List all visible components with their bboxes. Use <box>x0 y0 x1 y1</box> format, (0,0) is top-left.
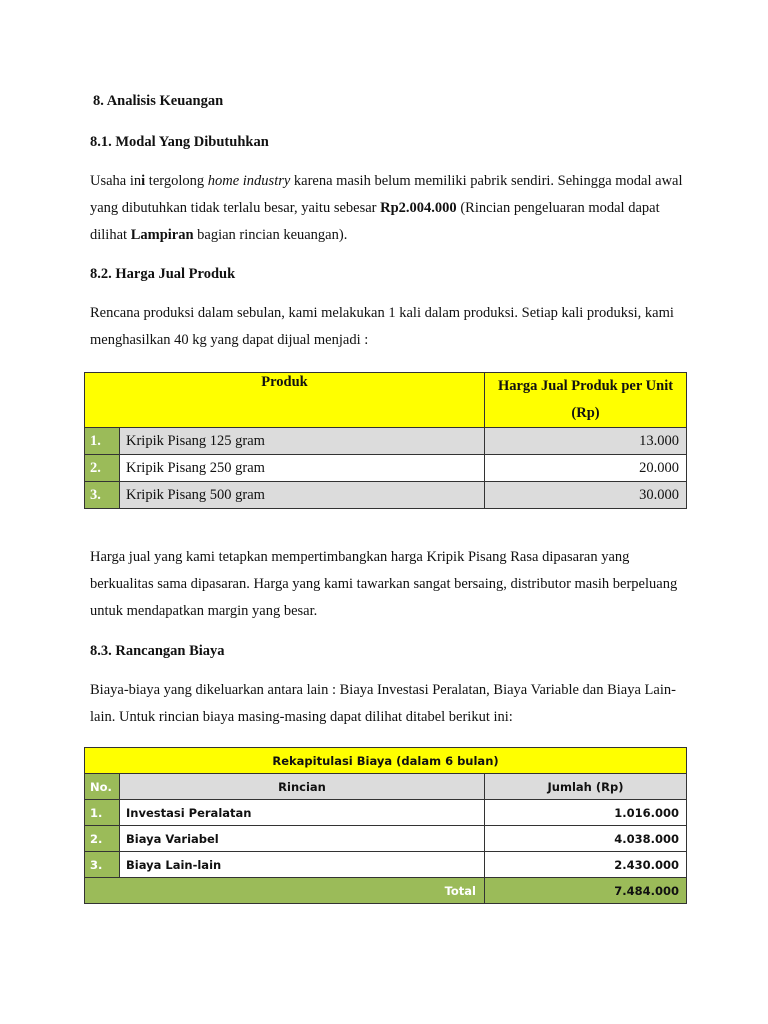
table-row <box>85 428 687 455</box>
cost-name: Investasi Peralatan <box>120 800 485 826</box>
table-row <box>85 455 687 482</box>
table-row <box>85 482 687 509</box>
product-name: Kripik Pisang 250 gram <box>120 455 485 482</box>
product-price: 30.000 <box>485 482 687 509</box>
product-name: Kripik Pisang 125 gram <box>120 428 485 455</box>
modal-text-1: Usaha in <box>90 173 142 189</box>
cost-table <box>84 747 687 904</box>
product-name: Kripik Pisang 500 gram <box>120 482 485 509</box>
modal-text-5: (Rincian pengeluaran modal dapat dilihat <box>90 200 660 243</box>
cost-total-label: Total <box>85 878 485 904</box>
cost-amount: 2.430.000 <box>485 852 687 878</box>
cost-header-jumlah: Jumlah (Rp) <box>485 774 687 800</box>
harga-intro: Rencana produksi dalam sebulan, kami melakukan 1 kali dalam produksi. Setiap kali produksi, kami menghasilkan 40 kg yang dapat dijual menjadi : <box>90 305 674 348</box>
harga-after: Harga jual yang kami tetapkan mempertimbangkan harga Kripik Pisang Rasa dipasaran yang berkualitas sama dipasaran. Harga yang kami tawarkan sangat bersaing, distributor masih berpeluang untuk mendapatkan margin yang besar. <box>90 549 678 619</box>
harga-heading: 8.2. Harga Jual Produk <box>90 266 236 282</box>
table-row <box>85 800 687 826</box>
cost-header-no: No. <box>85 774 120 800</box>
cost-table-title: Rekapitulasi Biaya (dalam 6 bulan) <box>85 748 687 774</box>
product-price: 20.000 <box>485 455 687 482</box>
row-number: 1. <box>85 428 120 455</box>
modal-text-4: karena masih belum memiliki pabrik sendiri. Sehingga modal awal yang dibutuhkan tidak terlalu besar, yaitu sebesar <box>90 173 683 216</box>
biaya-heading: 8.3. Rancangan Biaya <box>90 643 225 659</box>
row-number: 2. <box>85 455 120 482</box>
product-price: 13.000 <box>485 428 687 455</box>
price-table <box>84 372 687 509</box>
biaya-intro: Biaya-biaya yang dikeluarkan antara lain : Biaya Investasi Peralatan, Biaya Variable dan Biaya Lain-lain. Untuk rincian biaya masing-masing dapat dilihat ditabel berikut ini: <box>90 682 676 725</box>
modal-lampiran: Lampiran <box>130 227 194 243</box>
cost-amount: 1.016.000 <box>485 800 687 826</box>
cost-amount: 4.038.000 <box>485 826 687 852</box>
row-number: 3. <box>85 482 120 509</box>
price-table-header-price: Harga Jual Produk per Unit (Rp) <box>485 373 687 428</box>
cost-name: Biaya Variabel <box>120 826 485 852</box>
section-title: 8. Analisis Keuangan <box>93 93 224 109</box>
modal-text-italic: home industry <box>207 173 291 189</box>
modal-text-2: tergolong <box>145 173 208 189</box>
cost-name: Biaya Lain-lain <box>120 852 485 878</box>
price-table-header-product: Produk <box>85 373 485 428</box>
row-number: 2. <box>85 826 120 852</box>
modal-heading: 8.1. Modal Yang Dibutuhkan <box>90 134 269 150</box>
modal-amount: Rp2.004.000 <box>380 200 457 216</box>
modal-paragraph <box>90 168 690 249</box>
row-number: 3. <box>85 852 120 878</box>
modal-text-bold-i: i <box>141 173 146 189</box>
table-row <box>85 852 687 878</box>
cost-header-rincian: Rincian <box>120 774 485 800</box>
table-row <box>85 826 687 852</box>
modal-text-6: bagian rincian keuangan). <box>193 227 348 243</box>
cost-total-value: 7.484.000 <box>485 878 687 904</box>
row-number: 1. <box>85 800 120 826</box>
